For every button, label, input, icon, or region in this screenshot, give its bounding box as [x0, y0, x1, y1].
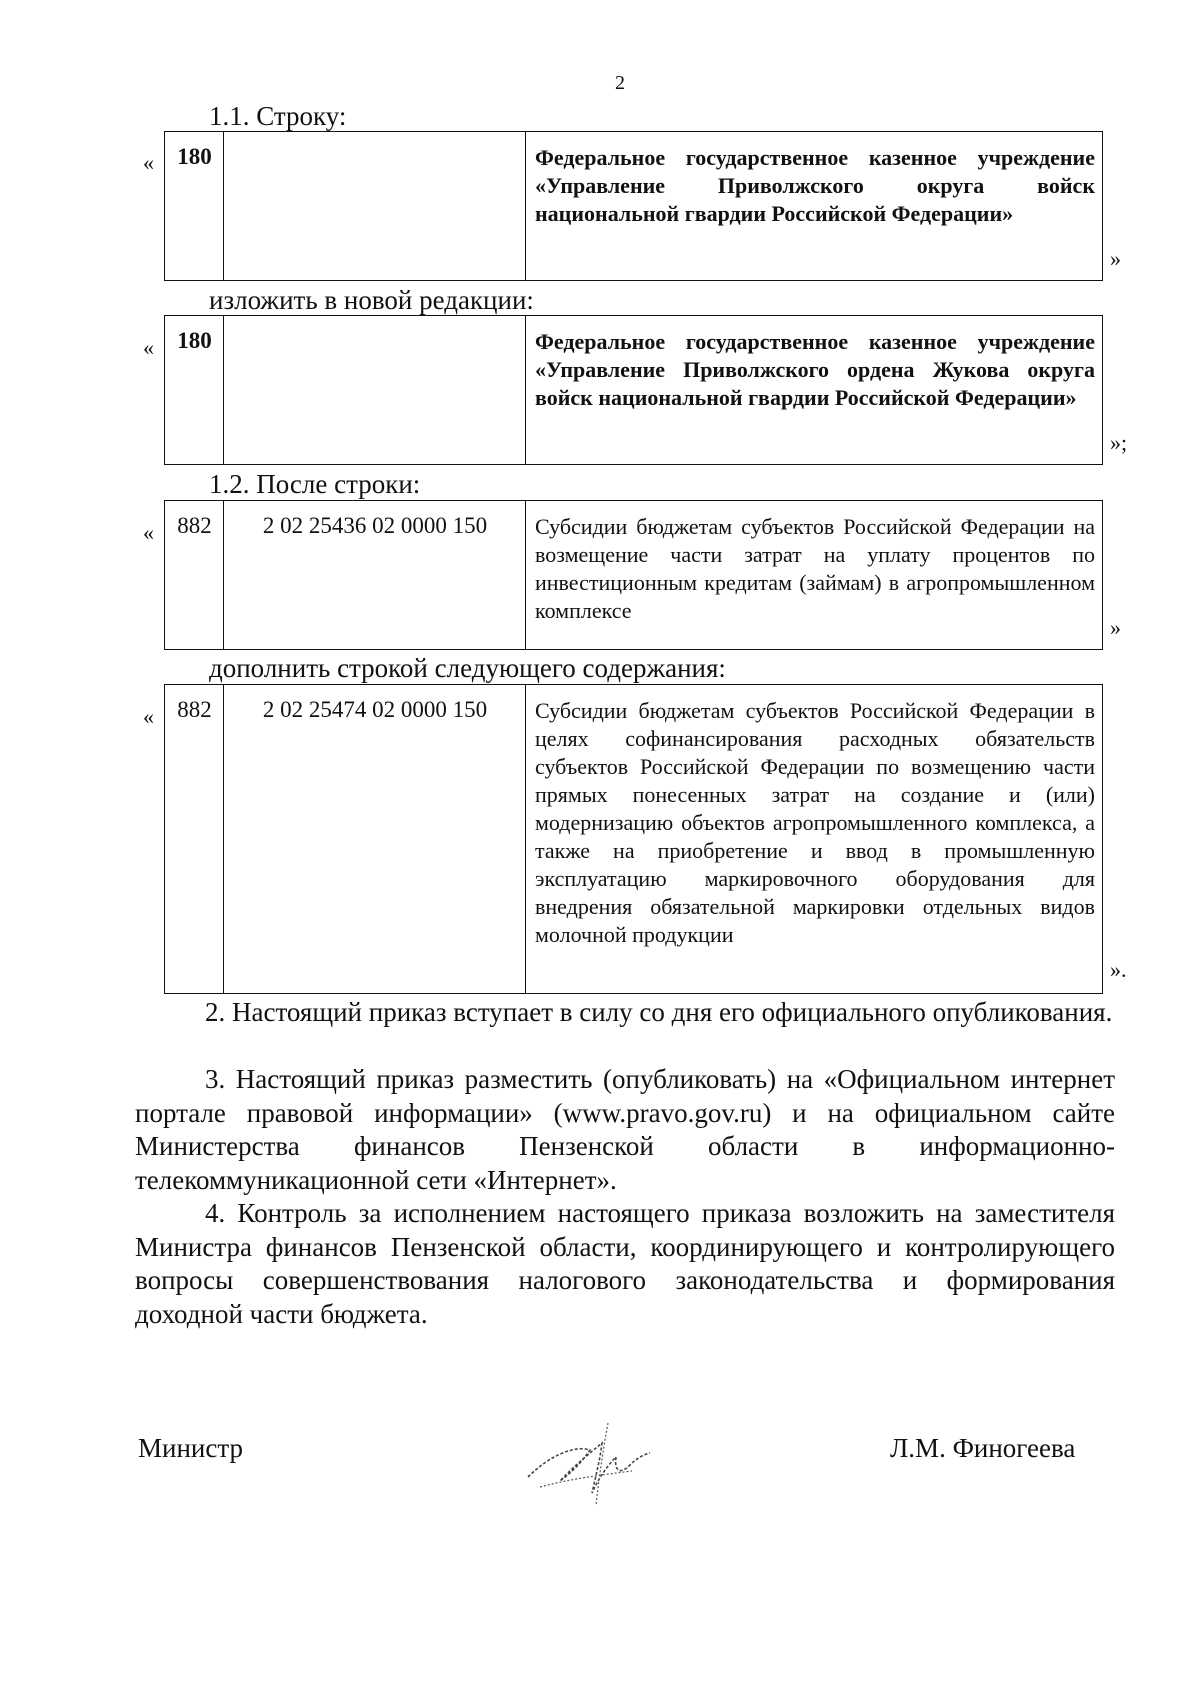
row-description: Субсидии бюджетам субъектов Российской Федерации на возмещение части затрат на уплату процентов по инвестиционным кредитам (займам) в агропромышленном комплексе	[535, 514, 1095, 623]
page-number: 2	[615, 72, 625, 94]
row-code: 180	[177, 144, 212, 169]
paragraph-4: 4. Контроль за исполнением настоящего приказа возложить на заместителя Министра финансов Пензенской области, координирующего и контролирующего вопросы совершенствования налогового законодательства и формирования доходной части бюджета.	[135, 1198, 1115, 1329]
signatory-title: Министр	[138, 1433, 243, 1463]
handwritten-signature	[520, 1415, 660, 1510]
close-quote: »;	[1110, 430, 1128, 455]
table-row	[164, 684, 1103, 994]
row-description: Субсидии бюджетам субъектов Российской Федерации в целях софинансирования расходных обязательств субъектов Российской Федерации по возмещению части прямых понесенных затрат на создание и (или) модернизацию объектов агропромышленного комплекса, а также на приобретение и ввод в промышленную эксплуатацию маркировочного оборудования для внедрения обязательной маркировки отдельных видов молочной продукции	[535, 698, 1095, 947]
table-row	[164, 500, 1103, 650]
open-quote: «	[143, 150, 154, 175]
open-quote: «	[143, 704, 154, 729]
section-heading: 1.2. После строки:	[209, 469, 421, 499]
close-quote: »	[1110, 246, 1121, 271]
row-description: Федеральное государственное казенное учреждение «Управление Приволжского округа войск национальной гвардии Российской Федерации»	[535, 145, 1095, 226]
row-code: 882	[177, 697, 212, 722]
row-budget-code: 2 02 25436 02 0000 150	[262, 513, 488, 538]
row-budget-code: 2 02 25474 02 0000 150	[262, 697, 488, 722]
section-heading: дополнить строкой следующего содержания:	[209, 653, 726, 683]
row-code: 180	[177, 328, 212, 353]
table-row	[164, 131, 1103, 281]
paragraph-3: 3. Настоящий приказ разместить (опубликовать) на «Официальном интернет портале правовой информации» (www.pravo.gov.ru) и на официальном сайте Министерства финансов Пензенской области в информационно-телекоммуникационной сети «Интернет».	[135, 1064, 1115, 1195]
section-heading: 1.1. Строку:	[209, 101, 347, 131]
paragraph-2: 2. Настоящий приказ вступает в силу со дня его официального опубликования.	[205, 997, 1113, 1027]
close-quote: ».	[1110, 957, 1127, 982]
table-row	[164, 315, 1103, 465]
row-code: 882	[177, 513, 212, 538]
section-heading: изложить в новой редакции:	[209, 285, 534, 315]
row-description: Федеральное государственное казенное учреждение «Управление Приволжского ордена Жукова округа войск национальной гвардии Российской Федерации»	[535, 329, 1095, 410]
open-quote: «	[143, 335, 154, 360]
signatory-name: Л.М. Финогеева	[890, 1433, 1076, 1463]
close-quote: »	[1110, 615, 1121, 640]
open-quote: «	[143, 520, 154, 545]
